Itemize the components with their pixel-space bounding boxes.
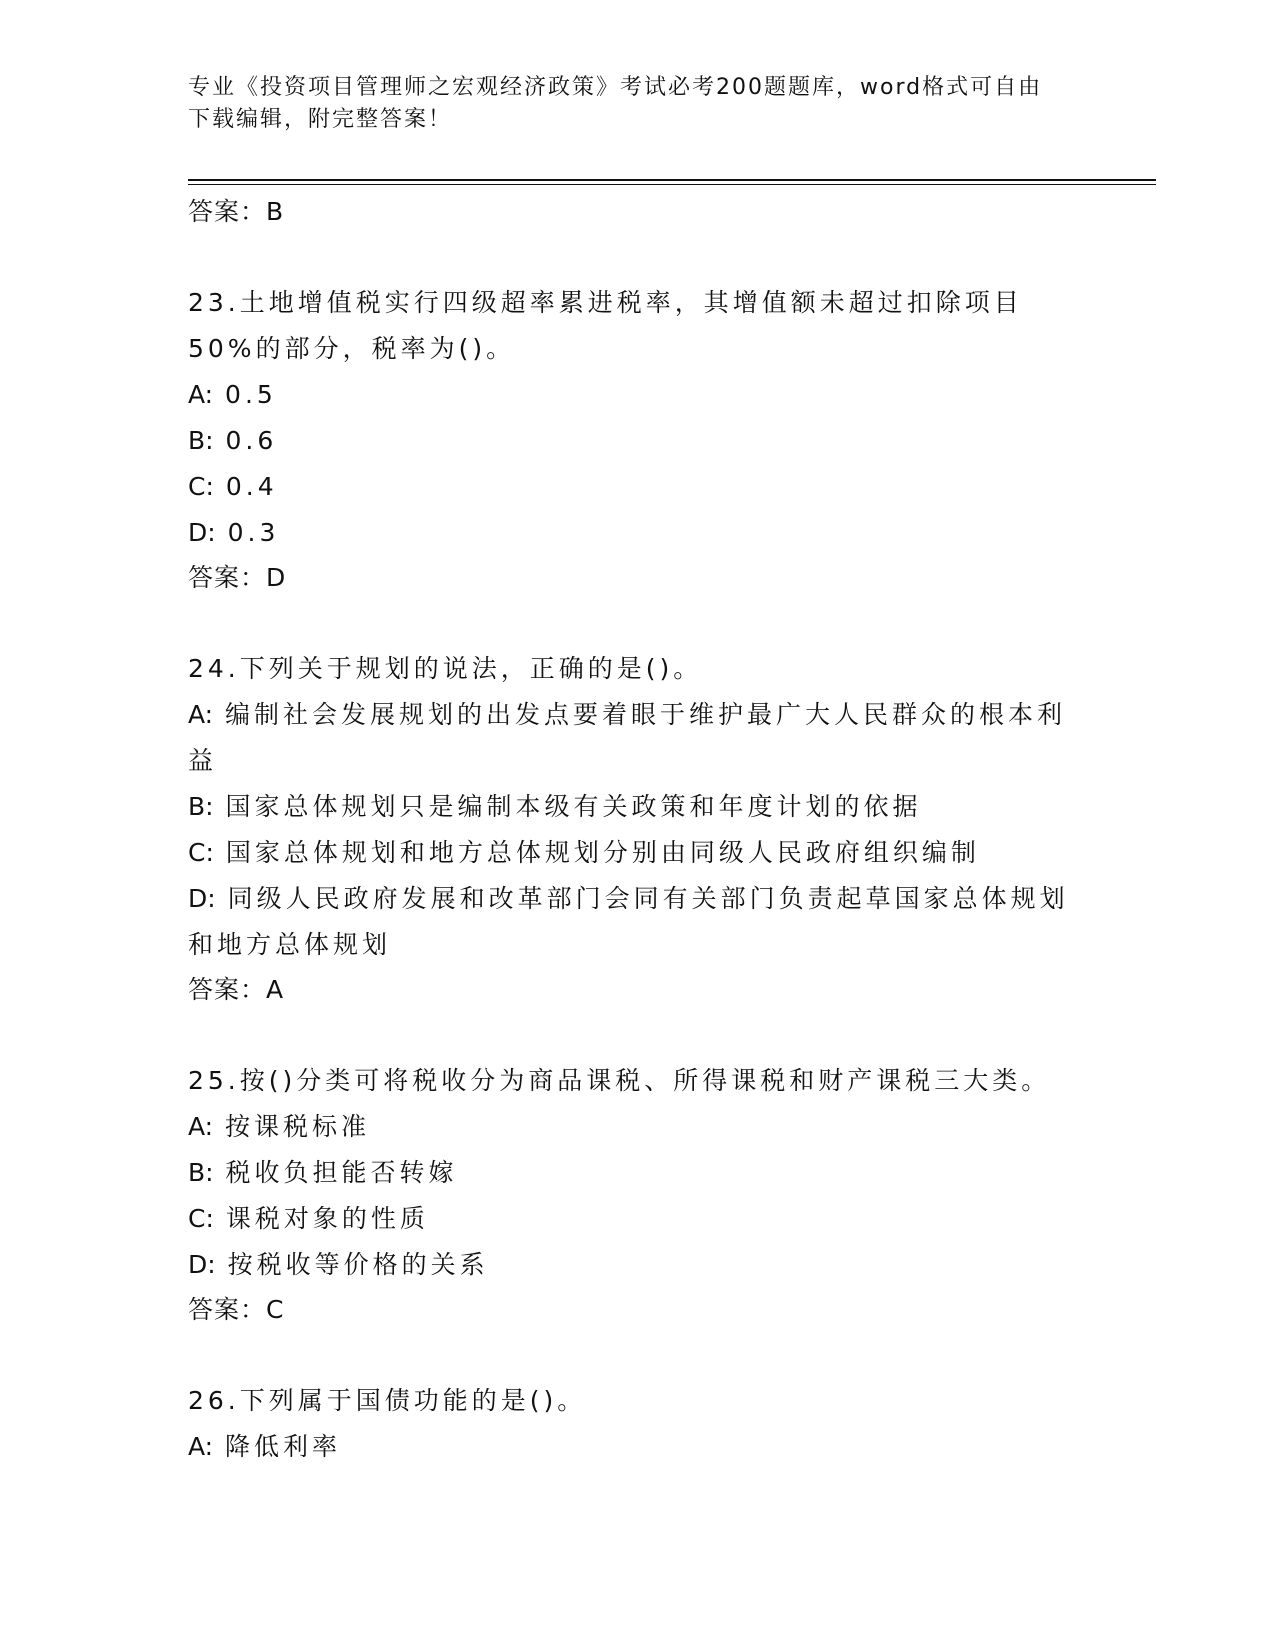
header-divider-thin xyxy=(188,184,1156,185)
option-a xyxy=(188,372,1088,418)
header-line-1: 专业《投资项目管理师之宏观经济政策》考试必考200题题库，word格式可自由 xyxy=(188,75,1043,100)
option-letter: B: xyxy=(188,426,214,455)
header-line-2: 下载编辑，附完整答案！ xyxy=(188,107,453,132)
option-text: 0.4 xyxy=(225,472,278,501)
option-d xyxy=(188,510,1088,556)
answer-line: 答案：D xyxy=(188,563,287,592)
question-item xyxy=(188,280,1088,602)
option-letter: D: xyxy=(188,518,216,547)
question-item xyxy=(188,1378,1088,1470)
question-stem: 25.按()分类可将税收分为商品课税、所得课税和财产课税三大类。 xyxy=(188,1066,1051,1095)
option-a xyxy=(188,1424,1088,1470)
option-text: 课税对象的性质 xyxy=(225,1204,429,1233)
option-d xyxy=(188,876,1088,968)
option-c xyxy=(188,830,1088,876)
option-text: 0.3 xyxy=(227,518,280,547)
answer-line: 答案：A xyxy=(188,975,285,1004)
option-text: 国家总体规划只是编制本级有关政策和年度计划的依据 xyxy=(225,792,922,821)
option-letter: A: xyxy=(188,380,214,409)
option-b xyxy=(188,1150,1088,1196)
answer-line: 答案：C xyxy=(188,1295,285,1324)
option-b xyxy=(188,784,1088,830)
option-a xyxy=(188,1104,1088,1150)
option-d xyxy=(188,1242,1088,1288)
option-b xyxy=(188,418,1088,464)
option-text: 同级人民政府发展和改革部门会同有关部门负责起草国家总体规划和地方总体规划 xyxy=(188,884,1069,959)
question-stem: 24.下列关于规划的说法，正确的是()。 xyxy=(188,654,703,683)
option-letter: A: xyxy=(188,700,214,729)
option-text: 编制社会发展规划的出发点要着眼于维护最广大人民群众的根本利益 xyxy=(188,700,1067,775)
option-text: 税收负担能否转嫁 xyxy=(225,1158,458,1187)
option-text: 降低利率 xyxy=(225,1432,342,1461)
question-stem: 23.土地增值税实行四级超率累进税率，其增值额未超过扣除项目50%的部分，税率为()。 xyxy=(188,288,1023,363)
option-text: 0.5 xyxy=(225,380,277,409)
option-letter: C: xyxy=(188,838,214,867)
option-letter: D: xyxy=(188,884,216,913)
option-text: 0.6 xyxy=(225,426,278,455)
option-c xyxy=(188,464,1088,510)
question-item xyxy=(188,646,1088,1014)
option-letter: C: xyxy=(188,472,214,501)
question-list xyxy=(188,190,1088,1470)
document-header xyxy=(188,72,1088,136)
option-letter: D: xyxy=(188,1250,216,1279)
option-c xyxy=(188,1196,1088,1242)
option-text: 国家总体规划和地方总体规划分别由同级人民政府组织编制 xyxy=(225,838,980,867)
question-stem: 26.下列属于国债功能的是()。 xyxy=(188,1386,587,1415)
answer-line: 答案：B xyxy=(188,197,285,226)
option-letter: C: xyxy=(188,1204,214,1233)
header-divider-thick xyxy=(188,179,1156,181)
question-item xyxy=(188,1058,1088,1334)
option-letter: B: xyxy=(188,1158,214,1187)
option-text: 按税收等价格的关系 xyxy=(227,1250,489,1279)
option-letter: A: xyxy=(188,1112,214,1141)
option-letter: B: xyxy=(188,792,214,821)
option-letter: A: xyxy=(188,1432,214,1461)
option-a xyxy=(188,692,1088,784)
option-text: 按课税标准 xyxy=(225,1112,371,1141)
